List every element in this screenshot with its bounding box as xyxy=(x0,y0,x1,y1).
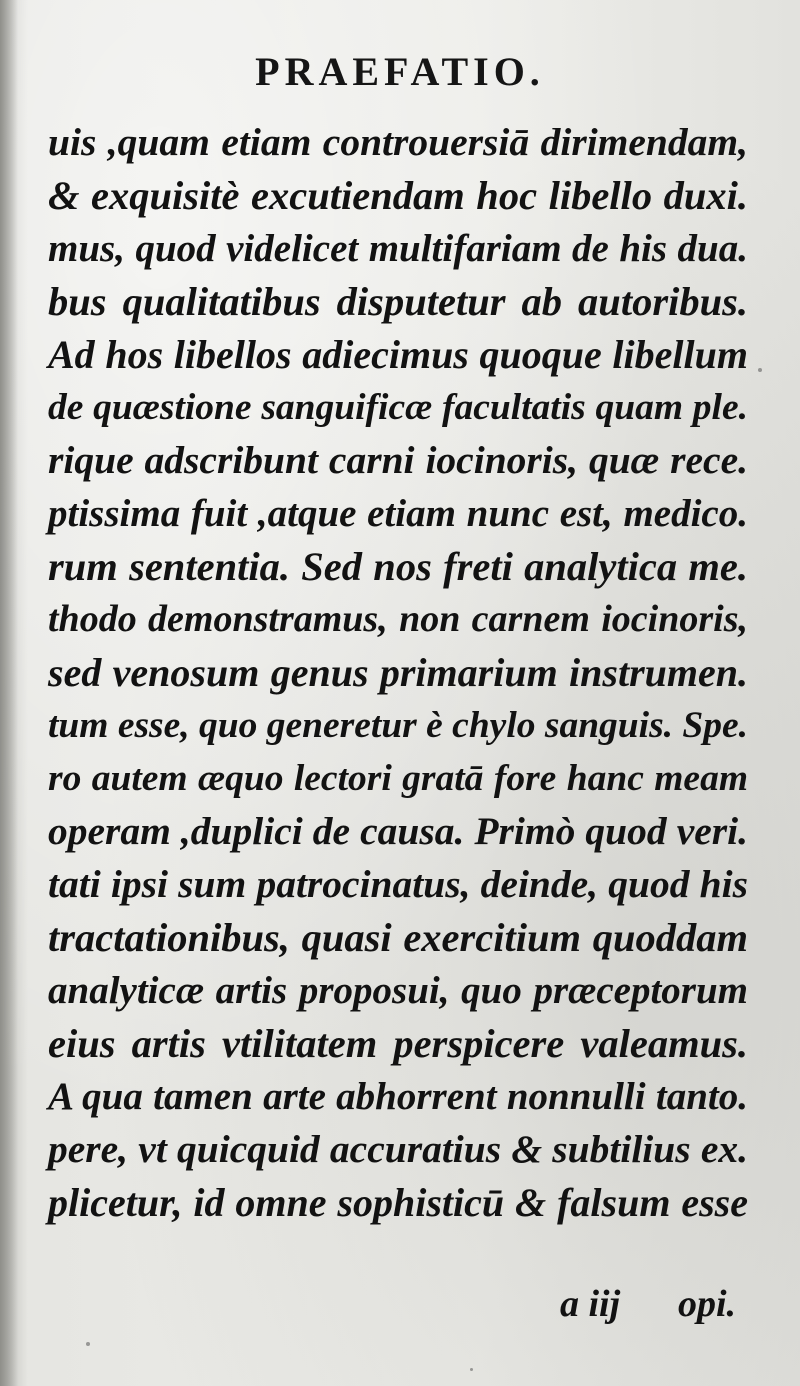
text-line: ptissima fuit ,atque etiam nunc est, medico. xyxy=(48,492,748,535)
catchword: opi. xyxy=(678,1283,737,1325)
text-line: operam ,duplici de causa. Primò quod veri. xyxy=(48,809,748,853)
text-line: pere, vt quicquid accuratius & subtilius ex. xyxy=(48,1127,748,1171)
text-line: mus, quod videlicet multifariam de his dua. xyxy=(48,227,748,270)
text-line: ro autem æquo lectori gratā fore hanc meam xyxy=(48,758,748,799)
text-line: & exquisitè excutiendam hoc libello duxi. xyxy=(48,173,748,218)
text-line: uis ,quam etiam controuersiā dirimendam, xyxy=(48,120,748,164)
signature-mark: a iij xyxy=(560,1283,621,1325)
text-line: eius artis vtilitatem perspicere valeamus. xyxy=(48,1021,748,1066)
ink-speck xyxy=(758,368,762,372)
text-line: analyticæ artis proposui, quo præceptorum xyxy=(48,969,748,1012)
ink-speck xyxy=(86,1342,90,1346)
text-line: sed venosum genus primarium instrumen. xyxy=(48,650,748,695)
text-line: plicetur, id omne sophisticū & falsum esse xyxy=(48,1180,748,1225)
text-line: tractationibus, quasi exercitium quoddam xyxy=(48,915,748,960)
body-text xyxy=(48,116,748,1229)
text-line: bus qualitatibus disputetur ab autoribus. xyxy=(48,279,748,324)
text-line: tum esse, quo generetur è chylo sanguis. Spe. xyxy=(48,705,749,746)
text-line: tati ipsi sum patrocinatus, deinde, quod his xyxy=(48,862,748,906)
text-line: rique adscribunt carni iocinoris, quæ rece. xyxy=(48,438,748,482)
text-line: de quæstione sanguificæ facultatis quam ple. xyxy=(48,387,748,428)
text-line: Ad hos libellos adiecimus quoque libellum xyxy=(48,332,748,377)
text-line: thodo demonstramus, non carnem iocinoris, xyxy=(48,598,748,640)
running-head: PRAEFATIO. xyxy=(255,49,545,94)
page-edge-shadow xyxy=(0,0,18,1386)
text-line: rum sententia. Sed nos freti analytica me. xyxy=(48,544,748,589)
ink-speck xyxy=(470,1368,473,1371)
text-line: A qua tamen arte abhorrent nonnulli tanto. xyxy=(48,1075,748,1118)
